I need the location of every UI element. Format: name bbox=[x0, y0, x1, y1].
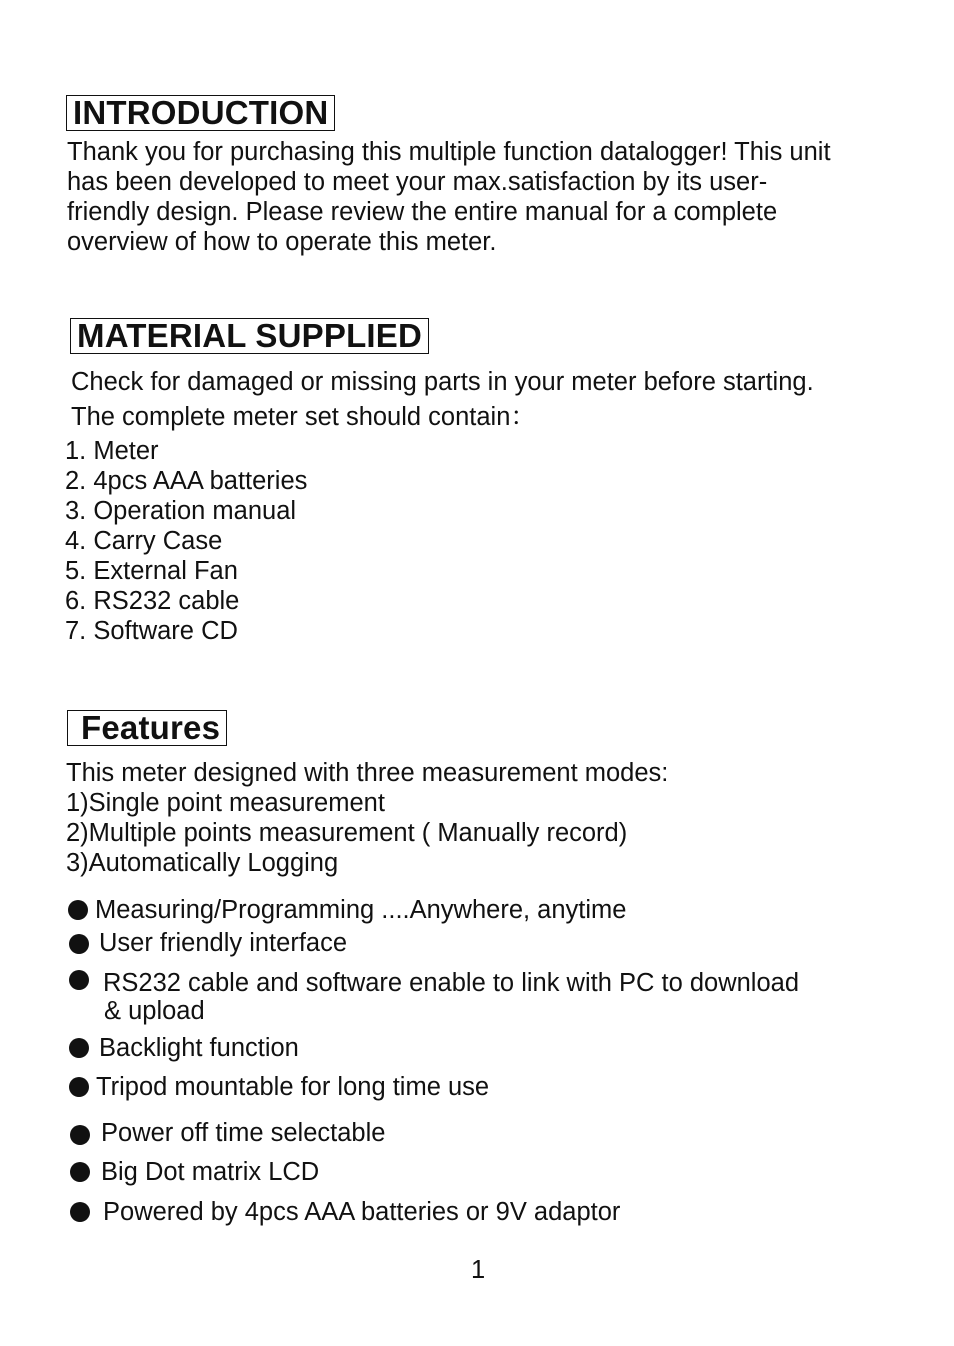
material-item-5: 5. External Fan bbox=[65, 557, 238, 585]
intro-line-4: overview of how to operate this meter. bbox=[67, 228, 497, 256]
features-intro-line-1: This meter designed with three measurement modes: bbox=[66, 759, 669, 787]
material-supplied-heading: MATERIAL SUPPLIED bbox=[70, 318, 429, 354]
features-heading: Features bbox=[67, 710, 227, 746]
bullet-icon bbox=[70, 1202, 90, 1222]
features-intro-line-4: 3)Automatically Logging bbox=[66, 849, 339, 877]
intro-line-1: Thank you for purchasing this multiple function datalogger! This unit bbox=[67, 138, 831, 166]
feature-bullet-3-continued: & upload bbox=[104, 997, 205, 1025]
feature-bullet-3: RS232 cable and software enable to link with PC to download bbox=[103, 969, 800, 997]
feature-bullet-7: Big Dot matrix LCD bbox=[101, 1158, 320, 1186]
bullet-icon bbox=[70, 1162, 90, 1182]
material-check-line: Check for damaged or missing parts in your meter before starting. bbox=[71, 368, 814, 396]
features-intro-line-3: 2)Multiple points measurement ( Manually record) bbox=[66, 819, 628, 847]
feature-bullet-5: Tripod mountable for long time use bbox=[96, 1073, 490, 1101]
intro-line-3: friendly design. Please review the entire manual for a complete bbox=[67, 198, 778, 226]
material-item-4: 4. Carry Case bbox=[65, 527, 223, 555]
material-item-3: 3. Operation manual bbox=[65, 497, 297, 525]
feature-bullet-1: Measuring/Programming ....Anywhere, anytime bbox=[95, 896, 627, 924]
bullet-icon bbox=[69, 1038, 89, 1058]
bullet-icon bbox=[69, 934, 89, 954]
material-item-6: 6. RS232 cable bbox=[65, 587, 240, 615]
feature-bullet-4: Backlight function bbox=[99, 1034, 299, 1062]
bullet-icon bbox=[70, 1125, 90, 1145]
material-item-7: 7. Software CD bbox=[65, 617, 238, 645]
page-number: 1 bbox=[471, 1256, 486, 1284]
material-contain-line: The complete meter set should contain： bbox=[71, 403, 536, 431]
features-intro-line-2: 1)Single point measurement bbox=[66, 789, 385, 817]
bullet-icon bbox=[69, 970, 89, 990]
feature-bullet-8: Powered by 4pcs AAA batteries or 9V adaptor bbox=[103, 1198, 621, 1226]
introduction-heading: INTRODUCTION bbox=[66, 95, 335, 131]
bullet-icon bbox=[68, 900, 88, 920]
material-item-1: 1. Meter bbox=[65, 437, 159, 465]
material-item-2: 2. 4pcs AAA batteries bbox=[65, 467, 308, 495]
intro-line-2: has been developed to meet your max.satisfaction by its user- bbox=[67, 168, 768, 196]
feature-bullet-2: User friendly interface bbox=[99, 929, 348, 957]
feature-bullet-6: Power off time selectable bbox=[101, 1119, 386, 1147]
bullet-icon bbox=[69, 1077, 89, 1097]
